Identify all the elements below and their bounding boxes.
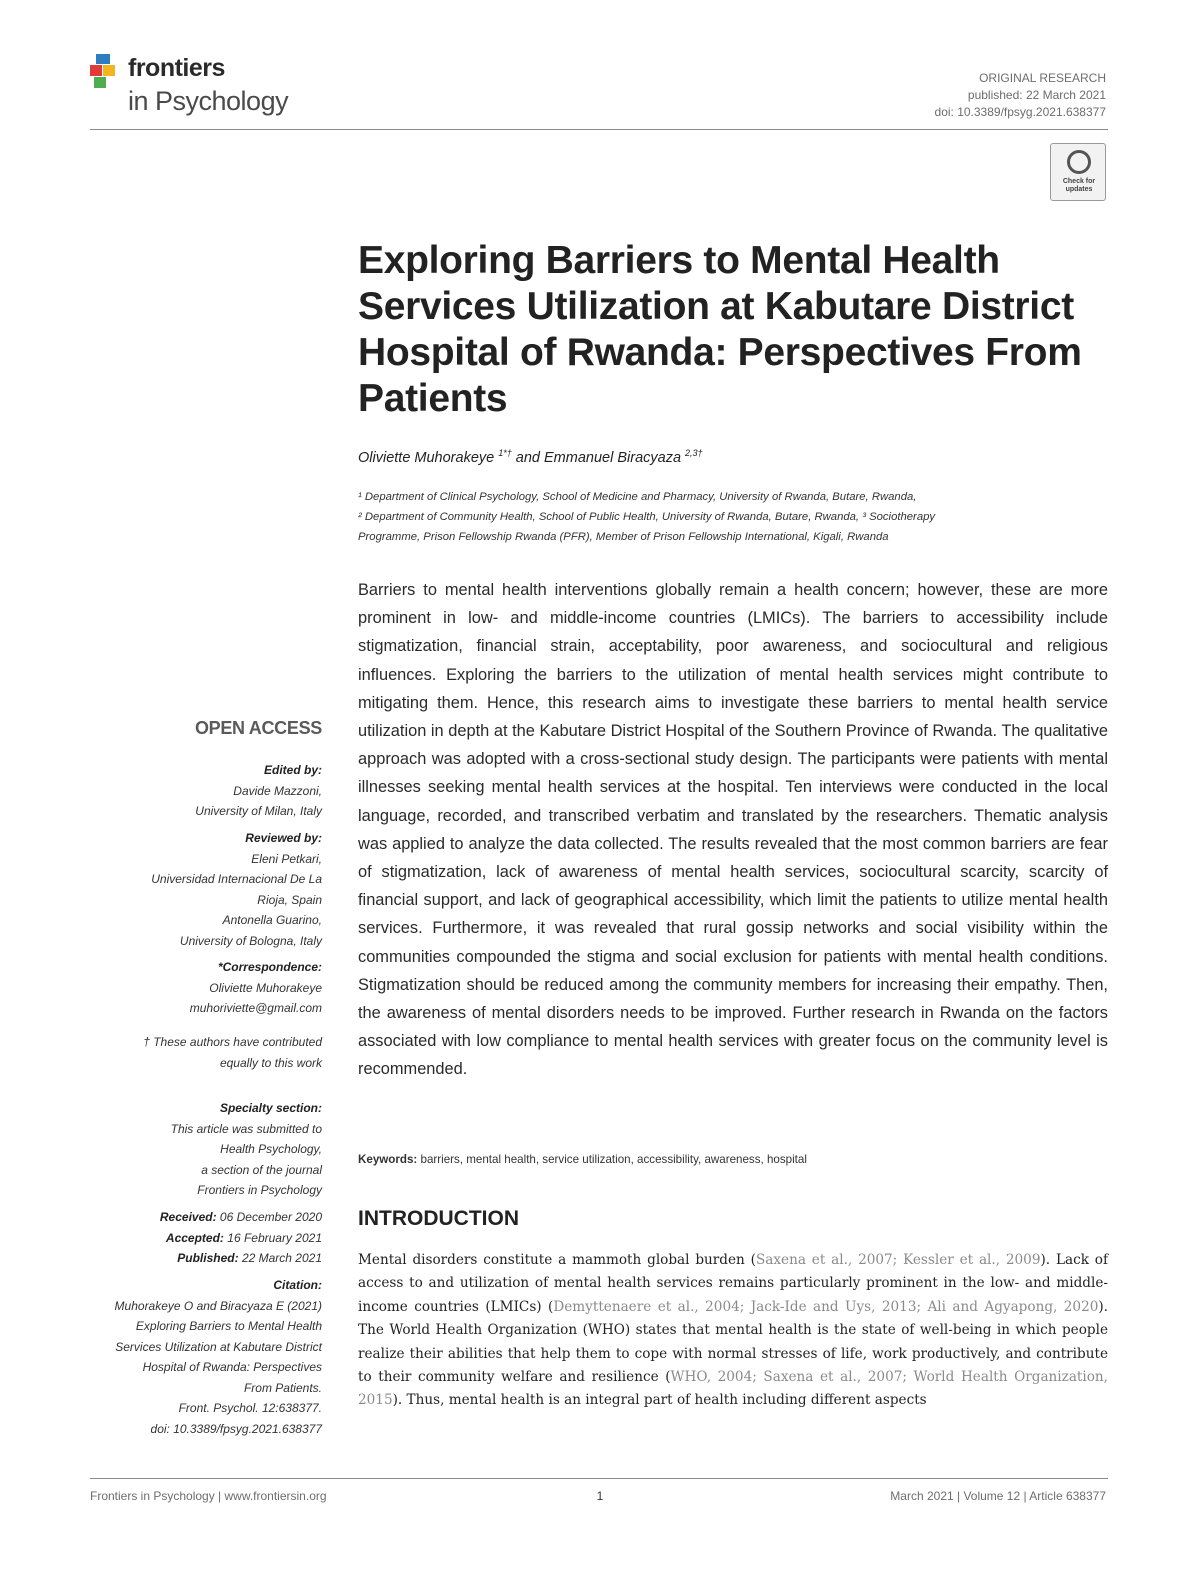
keywords-list: barriers, mental health, service utilization, accessibility, awareness, hospital	[420, 1153, 807, 1166]
edited-by-label: Edited by:	[263, 763, 322, 777]
correspondence-email[interactable]: muhoriviette@gmail.com	[189, 1001, 322, 1015]
author-connector: and	[515, 449, 540, 466]
citation-doi[interactable]: doi: 10.3389/fpsyg.2021.638377	[150, 1421, 322, 1436]
author-2[interactable]: Emmanuel Biracyaza	[544, 449, 682, 466]
reviewer-affiliation: University of Bologna, Italy	[179, 933, 322, 948]
header-divider	[90, 129, 1108, 130]
reviewer-name[interactable]: Antonella Guarino,	[222, 913, 322, 927]
citation-line: Exploring Barriers to Mental Health	[135, 1319, 322, 1333]
footer-journal-link[interactable]: Frontiers in Psychology | www.frontiersin.org	[90, 1489, 327, 1503]
received-date: 06 December 2020	[219, 1210, 322, 1224]
frontiers-logo-icon	[90, 54, 124, 88]
contribution-note	[60, 1032, 322, 1073]
correspondence-name: Oliviette Muhorakeye	[209, 980, 322, 995]
contribution-line: equally to this work	[219, 1055, 322, 1070]
specialty-line: This article was submitted to	[170, 1121, 322, 1136]
published-date: published: 22 March 2021	[967, 88, 1106, 102]
citation-line: Muhorakeye O and Biracyaza E (2021)	[114, 1298, 322, 1313]
open-access-label: OPEN ACCESS	[194, 718, 322, 738]
footer-divider	[90, 1478, 1108, 1479]
specialty-line: Health Psychology,	[220, 1142, 322, 1156]
author-1[interactable]: Oliviette Muhorakeye	[358, 449, 495, 466]
intro-text: ). The World Health Organization (WHO) states that mental health is the state of well-being in which people realize their abilities that help them to cope with normal stresses of life, work productively, and contribute to their community welfare and resilience (	[358, 1298, 1108, 1386]
journal-brand: frontiers	[128, 54, 225, 82]
affiliation-line: ¹ Department of Clinical Psychology, School of Medicine and Pharmacy, University of Rwanda, Butare, Rwanda,	[358, 491, 917, 503]
published-label: Published:	[177, 1251, 239, 1265]
correspondence-block	[60, 957, 322, 1019]
editor-name[interactable]: Davide Mazzoni,	[233, 783, 322, 798]
specialty-line: a section of the journal	[201, 1162, 322, 1177]
correspondence-label: *Correspondence:	[217, 960, 322, 974]
citation-block	[60, 1275, 322, 1439]
journal-logo[interactable]	[90, 48, 330, 128]
received-label: Received:	[159, 1210, 217, 1224]
specialty-block	[60, 1098, 322, 1201]
citation-link[interactable]: Saxena et al., 2007; Kessler et al., 2009	[755, 1252, 1041, 1268]
introduction-paragraph	[358, 1249, 1108, 1413]
author-1-affil: 1*†	[498, 448, 512, 458]
citation-link[interactable]: Demyttenaere et al., 2004; Jack-Ide and Uys, 2013; Ali and Agyapong, 2020	[553, 1298, 1099, 1315]
journal-name: in Psychology	[128, 86, 289, 116]
author-2-affil: 2,3†	[685, 448, 703, 458]
dates-block	[60, 1207, 322, 1269]
article-meta	[935, 70, 1106, 121]
affiliations	[358, 487, 1108, 547]
keywords	[358, 1153, 807, 1166]
citation-line: Hospital of Rwanda: Perspectives	[142, 1360, 322, 1374]
editor-affiliation: University of Milan, Italy	[195, 804, 322, 818]
citation-line: From Patients.	[243, 1380, 322, 1395]
citation-line: Front. Psychol. 12:638377.	[178, 1401, 322, 1415]
affiliation-line: Programme, Prison Fellowship Rwanda (PFR), Member of Prison Fellowship International, Kigali, Rwanda	[358, 531, 889, 543]
reviewer-name[interactable]: Eleni Petkari,	[251, 851, 322, 866]
citation-line: Services Utilization at Kabutare District	[115, 1339, 322, 1354]
specialty-label: Specialty section:	[219, 1101, 322, 1115]
contribution-line: † These authors have contributed	[143, 1035, 322, 1049]
affiliation-line: ² Department of Community Health, School of Public Health, University of Rwanda, Butare, Rwanda, ³ Sociotherapy	[358, 511, 936, 523]
intro-text: Mental disorders constitute a mammoth global burden (	[358, 1252, 756, 1268]
page-number: 1	[596, 1489, 604, 1503]
reviewed-by-label: Reviewed by:	[245, 831, 322, 845]
specialty-line: Frontiers in Psychology	[197, 1183, 322, 1197]
check-updates-icon	[1067, 150, 1091, 174]
check-for-updates-button[interactable]	[1050, 143, 1106, 201]
article-title: Exploring Barriers to Mental Health Services Utilization at Kabutare District Hospital of Rwanda: Perspectives From Patients	[358, 239, 1082, 420]
intro-text: ). Lack of access to and utilization of mental health services remains particularly prominent in the low- and middle-income countries (LMICs) (	[358, 1252, 1108, 1315]
author-list	[358, 448, 703, 466]
footer-issue-info: March 2021 | Volume 12 | Article 638377	[890, 1489, 1106, 1503]
article-type: ORIGINAL RESEARCH	[979, 71, 1106, 85]
reviewer-affiliation: Rioja, Spain	[257, 892, 322, 907]
check-updates-label: Check for updates	[1062, 178, 1096, 193]
citation-label: Citation:	[273, 1278, 322, 1292]
doi[interactable]: doi: 10.3389/fpsyg.2021.638377	[934, 105, 1106, 119]
reviewers-block	[60, 828, 322, 951]
accepted-date: 16 February 2021	[227, 1230, 322, 1245]
published-date-sidebar: 22 March 2021	[241, 1251, 322, 1265]
keywords-label: Keywords:	[358, 1153, 418, 1166]
intro-text: ). Thus, mental health is an integral part of health including different aspects	[392, 1392, 927, 1409]
editor-block	[60, 760, 322, 822]
abstract: Barriers to mental health interventions globally remain a health concern; however, these are more prominent in low- and middle-income countries (LMICs). The barriers to accessibility include stigmatization, financial strain, acceptability, poor awareness, and sociocultural and religious influences. Exploring the barriers to the utilization of mental health services might contribute to mitigating them. Hence, this research aims to investigate these barriers to mental health service utilization in depth at the Kabutare District Hospital of the Southern Province of Rwanda. The qualitative approach was adopted with a cross-sectional study design. The participants were patients with mental illnesses seeking mental health services at the hospital. Ten interviews were conducted in the local language, recorded, and transcribed verbatim and translated by the researchers. Thematic analysis was applied to analyze the data collected. The results revealed that the most common barriers are fear of stigmatization, lack of awareness of mental health services, sociocultural scarcity, scarcity of financial support, and lack of geographical accessibility, which limit the patients to utilize mental health services. Furthermore, it was revealed that rural gossip networks and social visibility within the communities compounded the stigma and social exclusion for patients with mental health conditions. Stigmatization should be reduced among the community members for increasing their empathy. Then, the awareness of mental disorders needs to be improved. Further research in Rwanda on the factors associated with low compliance to mental health services with greater focus on the community level is recommended.	[358, 581, 1108, 1079]
reviewer-affiliation: Universidad Internacional De La	[151, 872, 322, 886]
citation-link[interactable]: WHO, 2004; Saxena et al., 2007; World Health Organization, 2015	[358, 1369, 1108, 1409]
accepted-label: Accepted:	[165, 1230, 224, 1245]
section-heading-introduction: INTRODUCTION	[358, 1207, 519, 1230]
